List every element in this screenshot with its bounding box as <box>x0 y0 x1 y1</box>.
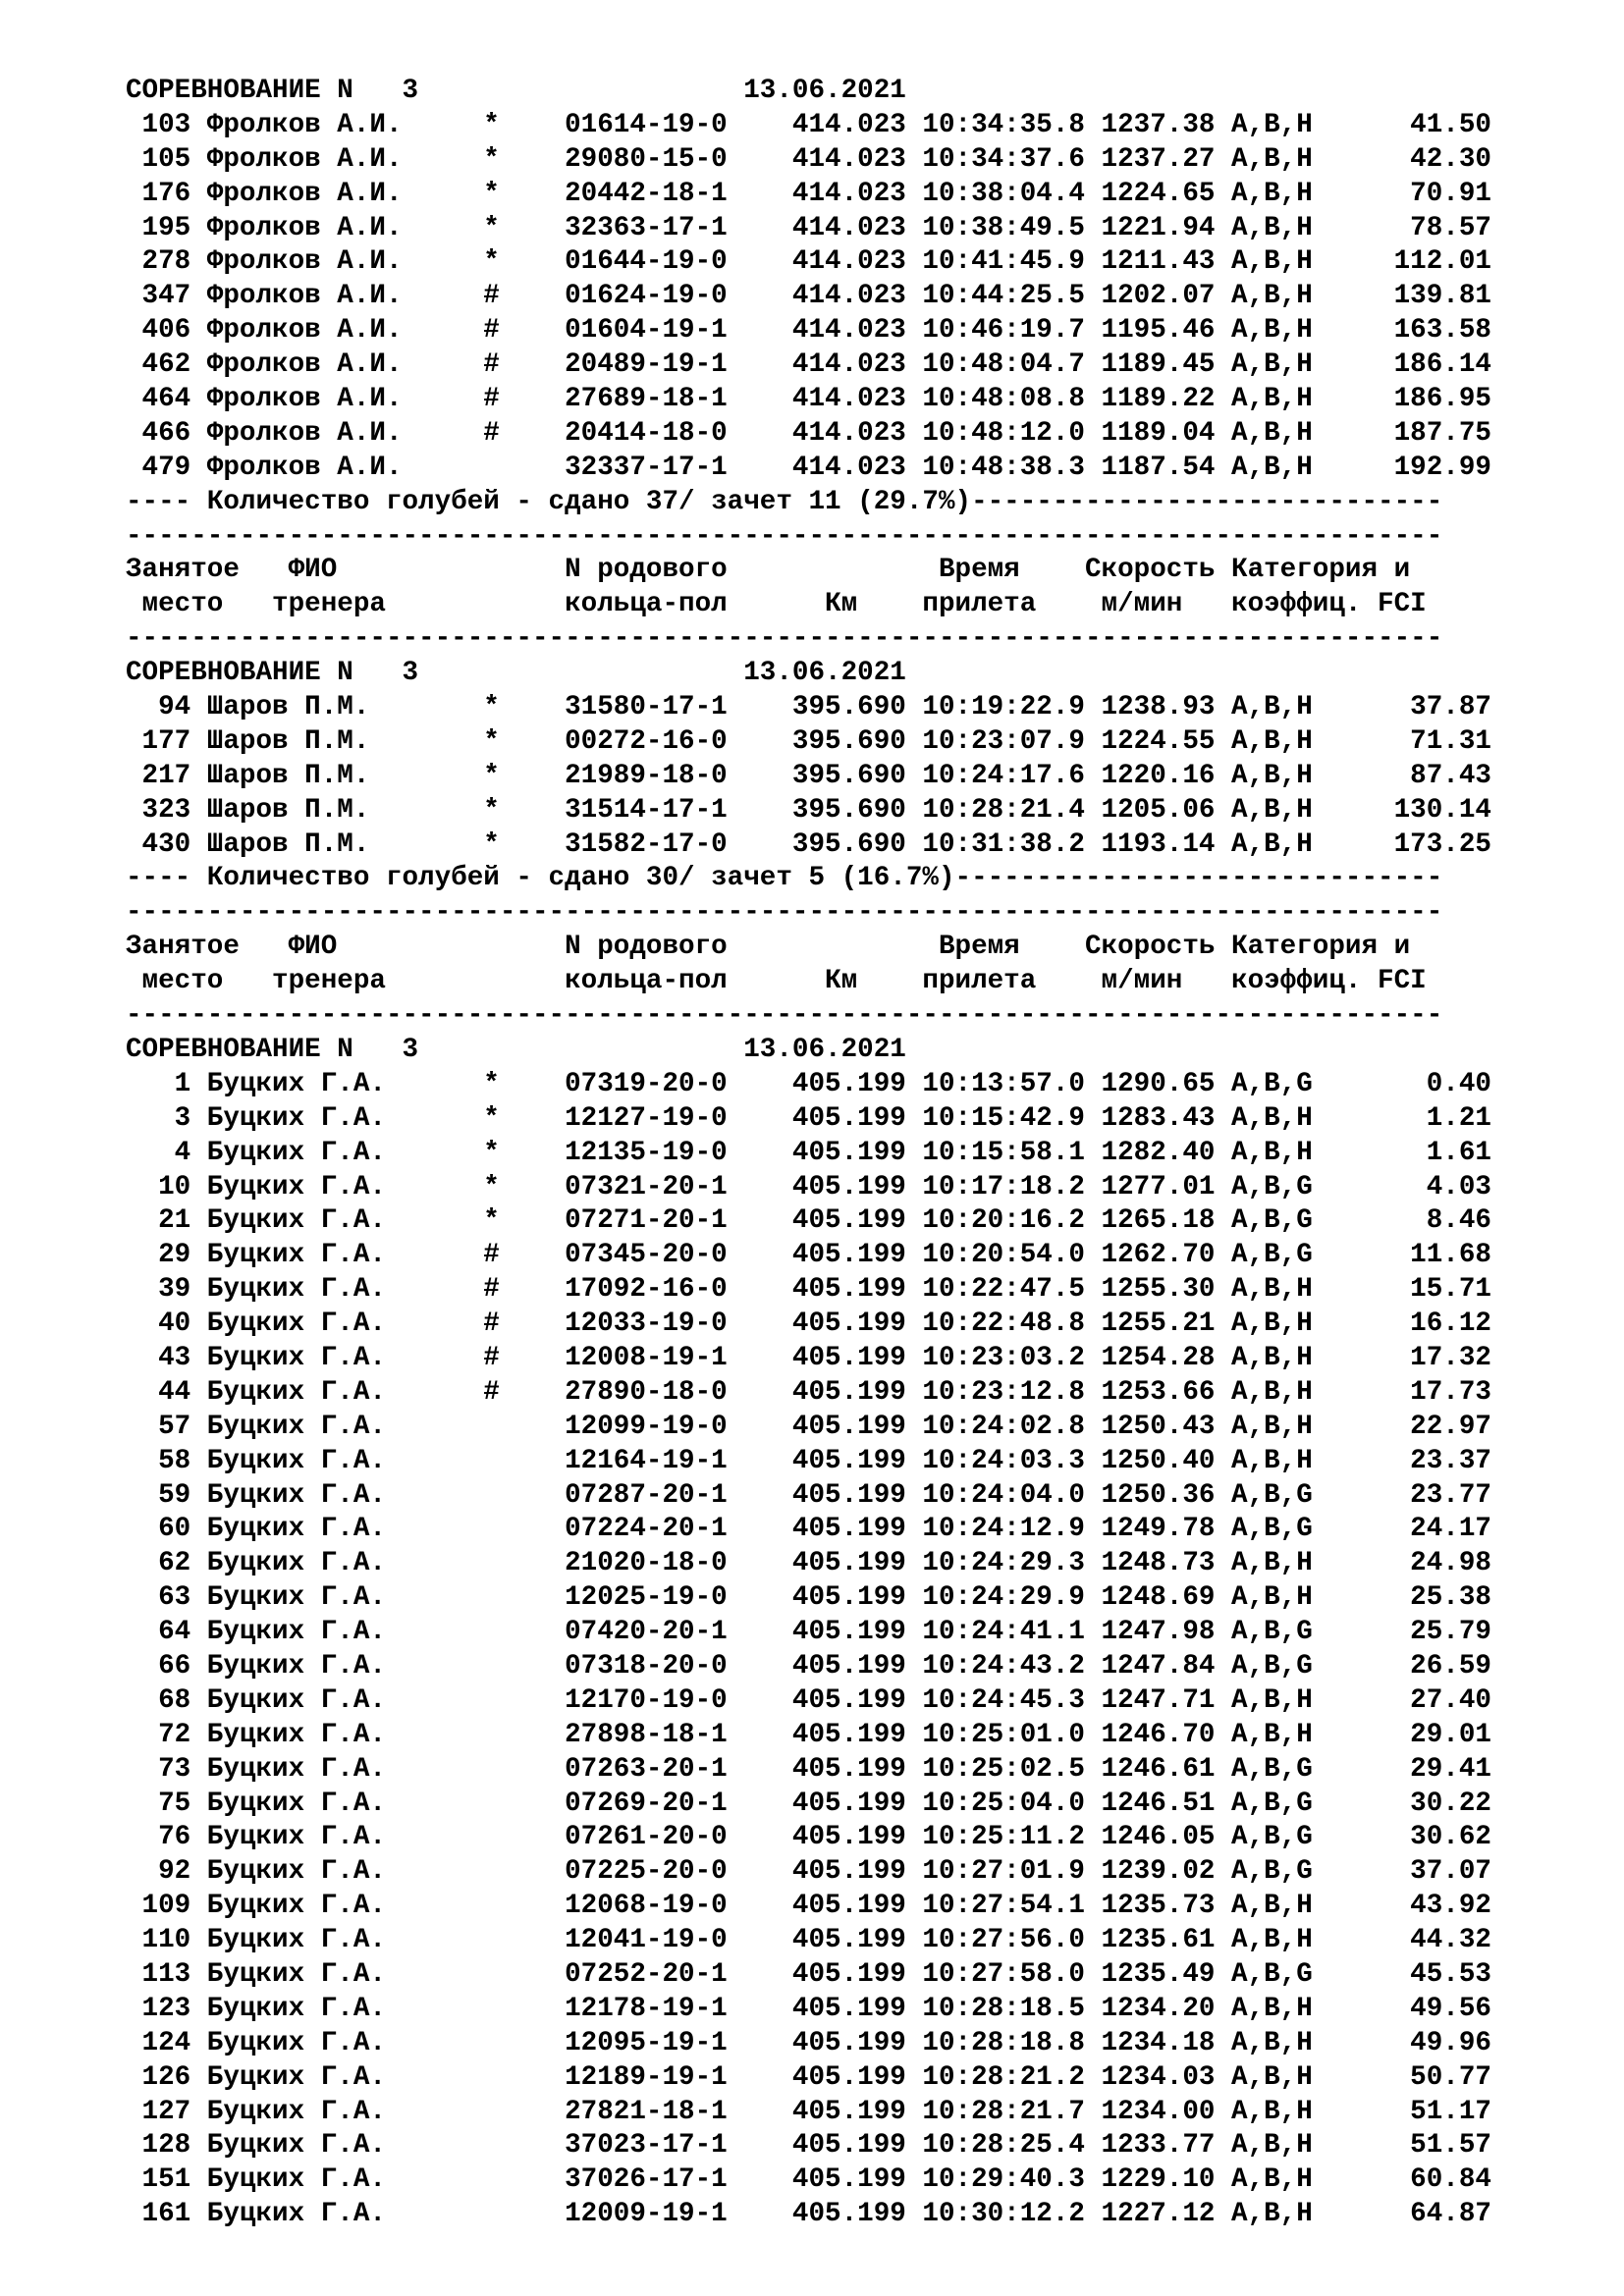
result-row: 40 Буцких Г.А. # 12033-19-0 405.199 10:22:48.8 1255.21 A,B,H 16.12 <box>126 1308 1491 1340</box>
result-row: 103 Фролков А.И. * 01614-19-0 414.023 10:34:35.8 1237.38 A,B,H 41.50 <box>126 109 1491 140</box>
result-row: 406 Фролков А.И. # 01604-19-1 414.023 10:46:19.7 1195.46 A,B,H 163.58 <box>126 315 1491 347</box>
result-row: 43 Буцких Г.А. # 12008-19-1 405.199 10:23:03.2 1254.28 A,B,H 17.32 <box>126 1342 1491 1373</box>
result-row: 94 Шаров П.М. * 31580-17-1 395.690 10:19:22.9 1238.93 A,B,H 37.87 <box>126 692 1491 723</box>
result-row: 347 Фролков А.И. # 01624-19-0 414.023 10:44:25.5 1202.07 A,B,H 139.81 <box>126 281 1491 312</box>
result-row: 10 Буцких Г.А. * 07321-20-1 405.199 10:17:18.2 1277.01 A,B,G 4.03 <box>126 1171 1491 1202</box>
result-row: 430 Шаров П.М. * 31582-17-0 395.690 10:31:38.2 1193.14 A,B,H 173.25 <box>126 828 1491 860</box>
result-row: 29 Буцких Г.А. # 07345-20-0 405.199 10:20:54.0 1262.70 A,B,G 11.68 <box>126 1240 1491 1271</box>
result-row: 466 Фролков А.И. # 20414-18-0 414.023 10:48:12.0 1189.04 A,B,H 187.75 <box>126 417 1491 449</box>
result-row: 60 Буцких Г.А. 07224-20-1 405.199 10:24:12.9 1249.78 A,B,G 24.17 <box>126 1514 1491 1545</box>
result-row: 4 Буцких Г.А. * 12135-19-0 405.199 10:15:58.1 1282.40 A,B,H 1.61 <box>126 1137 1491 1168</box>
column-header: место тренера кольца-пол Км прилета м/мин коэффиц. FCI <box>126 589 1427 620</box>
separator-line: --------------------------------------------------------------------------------- <box>126 1000 1443 1032</box>
result-row: 72 Буцких Г.А. 27898-18-1 405.199 10:25:01.0 1246.70 A,B,H 29.01 <box>126 1719 1491 1750</box>
result-row: 479 Фролков А.И. 32337-17-1 414.023 10:48:38.3 1187.54 A,B,H 192.99 <box>126 452 1491 483</box>
result-row: 151 Буцких Г.А. 37026-17-1 405.199 10:29:40.3 1229.10 A,B,H 60.84 <box>126 2164 1491 2196</box>
result-row: 126 Буцких Г.А. 12189-19-1 405.199 10:28:21.2 1234.03 A,B,H 50.77 <box>126 2061 1491 2093</box>
result-row: 63 Буцких Г.А. 12025-19-0 405.199 10:24:29.9 1248.69 A,B,H 25.38 <box>126 1582 1491 1614</box>
result-row: 113 Буцких Г.А. 07252-20-1 405.199 10:27:58.0 1235.49 A,B,G 45.53 <box>126 1958 1491 1990</box>
result-row: 278 Фролков А.И. * 01644-19-0 414.023 10:41:45.9 1211.43 A,B,H 112.01 <box>126 246 1491 278</box>
result-row: 75 Буцких Г.А. 07269-20-1 405.199 10:25:04.0 1246.51 A,B,G 30.22 <box>126 1788 1491 1819</box>
result-row: 57 Буцких Г.А. 12099-19-0 405.199 10:24:02.8 1250.43 A,B,H 22.97 <box>126 1411 1491 1442</box>
results-listing <box>126 75 1491 2232</box>
result-row: 323 Шаров П.М. * 31514-17-1 395.690 10:28:21.4 1205.06 A,B,H 130.14 <box>126 794 1491 826</box>
result-row: 58 Буцких Г.А. 12164-19-1 405.199 10:24:03.3 1250.40 A,B,H 23.37 <box>126 1445 1491 1476</box>
column-header: Занятое ФИО N родового Время Скорость Категория и <box>126 555 1411 586</box>
separator-line: --------------------------------------------------------------------------------- <box>126 520 1443 552</box>
result-row: 124 Буцких Г.А. 12095-19-1 405.199 10:28:18.8 1234.18 A,B,H 49.96 <box>126 2027 1491 2058</box>
result-row: 92 Буцких Г.А. 07225-20-0 405.199 10:27:01.9 1239.02 A,B,G 37.07 <box>126 1856 1491 1888</box>
result-row: 123 Буцких Г.А. 12178-19-1 405.199 10:28:18.5 1234.20 A,B,H 49.56 <box>126 1993 1491 2024</box>
result-row: 21 Буцких Г.А. * 07271-20-1 405.199 10:20:16.2 1265.18 A,B,G 8.46 <box>126 1205 1491 1237</box>
result-row: 3 Буцких Г.А. * 12127-19-0 405.199 10:15:42.9 1283.43 A,B,H 1.21 <box>126 1102 1491 1134</box>
column-header: Занятое ФИО N родового Время Скорость Категория и <box>126 932 1411 963</box>
result-row: 177 Шаров П.М. * 00272-16-0 395.690 10:23:07.9 1224.55 A,B,H 71.31 <box>126 725 1491 757</box>
result-row: 64 Буцких Г.А. 07420-20-1 405.199 10:24:41.1 1247.98 A,B,G 25.79 <box>126 1617 1491 1648</box>
result-row: 462 Фролков А.И. # 20489-19-1 414.023 10:48:04.7 1189.45 A,B,H 186.14 <box>126 349 1491 381</box>
result-row: 195 Фролков А.И. * 32363-17-1 414.023 10:38:49.5 1221.94 A,B,H 78.57 <box>126 212 1491 243</box>
summary-line: ---- Количество голубей - сдано 30/ зачет 5 (16.7%)------------------------------ <box>126 863 1443 894</box>
result-row: 59 Буцких Г.А. 07287-20-1 405.199 10:24:04.0 1250.36 A,B,G 23.77 <box>126 1479 1491 1511</box>
result-row: 1 Буцких Г.А. * 07319-20-0 405.199 10:13:57.0 1290.65 A,B,G 0.40 <box>126 1068 1491 1099</box>
separator-line: --------------------------------------------------------------------------------- <box>126 623 1443 655</box>
result-row: 68 Буцких Г.А. 12170-19-0 405.199 10:24:45.3 1247.71 A,B,H 27.40 <box>126 1684 1491 1716</box>
result-row: 128 Буцких Г.А. 37023-17-1 405.199 10:28:25.4 1233.77 A,B,H 51.57 <box>126 2130 1491 2162</box>
result-row: 217 Шаров П.М. * 21989-18-0 395.690 10:24:17.6 1220.16 A,B,H 87.43 <box>126 760 1491 791</box>
result-row: 110 Буцких Г.А. 12041-19-0 405.199 10:27:56.0 1235.61 A,B,H 44.32 <box>126 1925 1491 1956</box>
result-row: 44 Буцких Г.А. # 27890-18-0 405.199 10:23:12.8 1253.66 A,B,H 17.73 <box>126 1376 1491 1408</box>
summary-line: ---- Количество голубей - сдано 37/ зачет 11 (29.7%)----------------------------- <box>126 486 1443 517</box>
competition-header: СОРЕВНОВАНИЕ N 3 13.06.2021 <box>126 76 906 106</box>
result-row: 464 Фролков А.И. # 27689-18-1 414.023 10:48:08.8 1189.22 A,B,H 186.95 <box>126 384 1491 415</box>
result-row: 39 Буцких Г.А. # 17092-16-0 405.199 10:22:47.5 1255.30 A,B,H 15.71 <box>126 1274 1491 1306</box>
result-row: 109 Буцких Г.А. 12068-19-0 405.199 10:27:54.1 1235.73 A,B,H 43.92 <box>126 1891 1491 1922</box>
column-header: место тренера кольца-пол Км прилета м/мин коэффиц. FCI <box>126 966 1427 997</box>
result-row: 66 Буцких Г.А. 07318-20-0 405.199 10:24:43.2 1247.84 A,B,G 26.59 <box>126 1650 1491 1682</box>
result-row: 127 Буцких Г.А. 27821-18-1 405.199 10:28:21.7 1234.00 A,B,H 51.17 <box>126 2096 1491 2127</box>
result-row: 76 Буцких Г.А. 07261-20-0 405.199 10:25:11.2 1246.05 A,B,G 30.62 <box>126 1822 1491 1853</box>
competition-header: СОРЕВНОВАНИЕ N 3 13.06.2021 <box>126 658 906 689</box>
result-row: 105 Фролков А.И. * 29080-15-0 414.023 10:34:37.6 1237.27 A,B,H 42.30 <box>126 143 1491 175</box>
competition-header: СОРЕВНОВАНИЕ N 3 13.06.2021 <box>126 1034 906 1065</box>
result-row: 73 Буцких Г.А. 07263-20-1 405.199 10:25:02.5 1246.61 A,B,G 29.41 <box>126 1753 1491 1785</box>
result-row: 176 Фролков А.И. * 20442-18-1 414.023 10:38:04.4 1224.65 A,B,H 70.91 <box>126 178 1491 209</box>
result-row: 161 Буцких Г.А. 12009-19-1 405.199 10:30:12.2 1227.12 A,B,H 64.87 <box>126 2199 1491 2230</box>
separator-line: --------------------------------------------------------------------------------- <box>126 897 1443 929</box>
result-row: 62 Буцких Г.А. 21020-18-0 405.199 10:24:29.3 1248.73 A,B,H 24.98 <box>126 1548 1491 1579</box>
